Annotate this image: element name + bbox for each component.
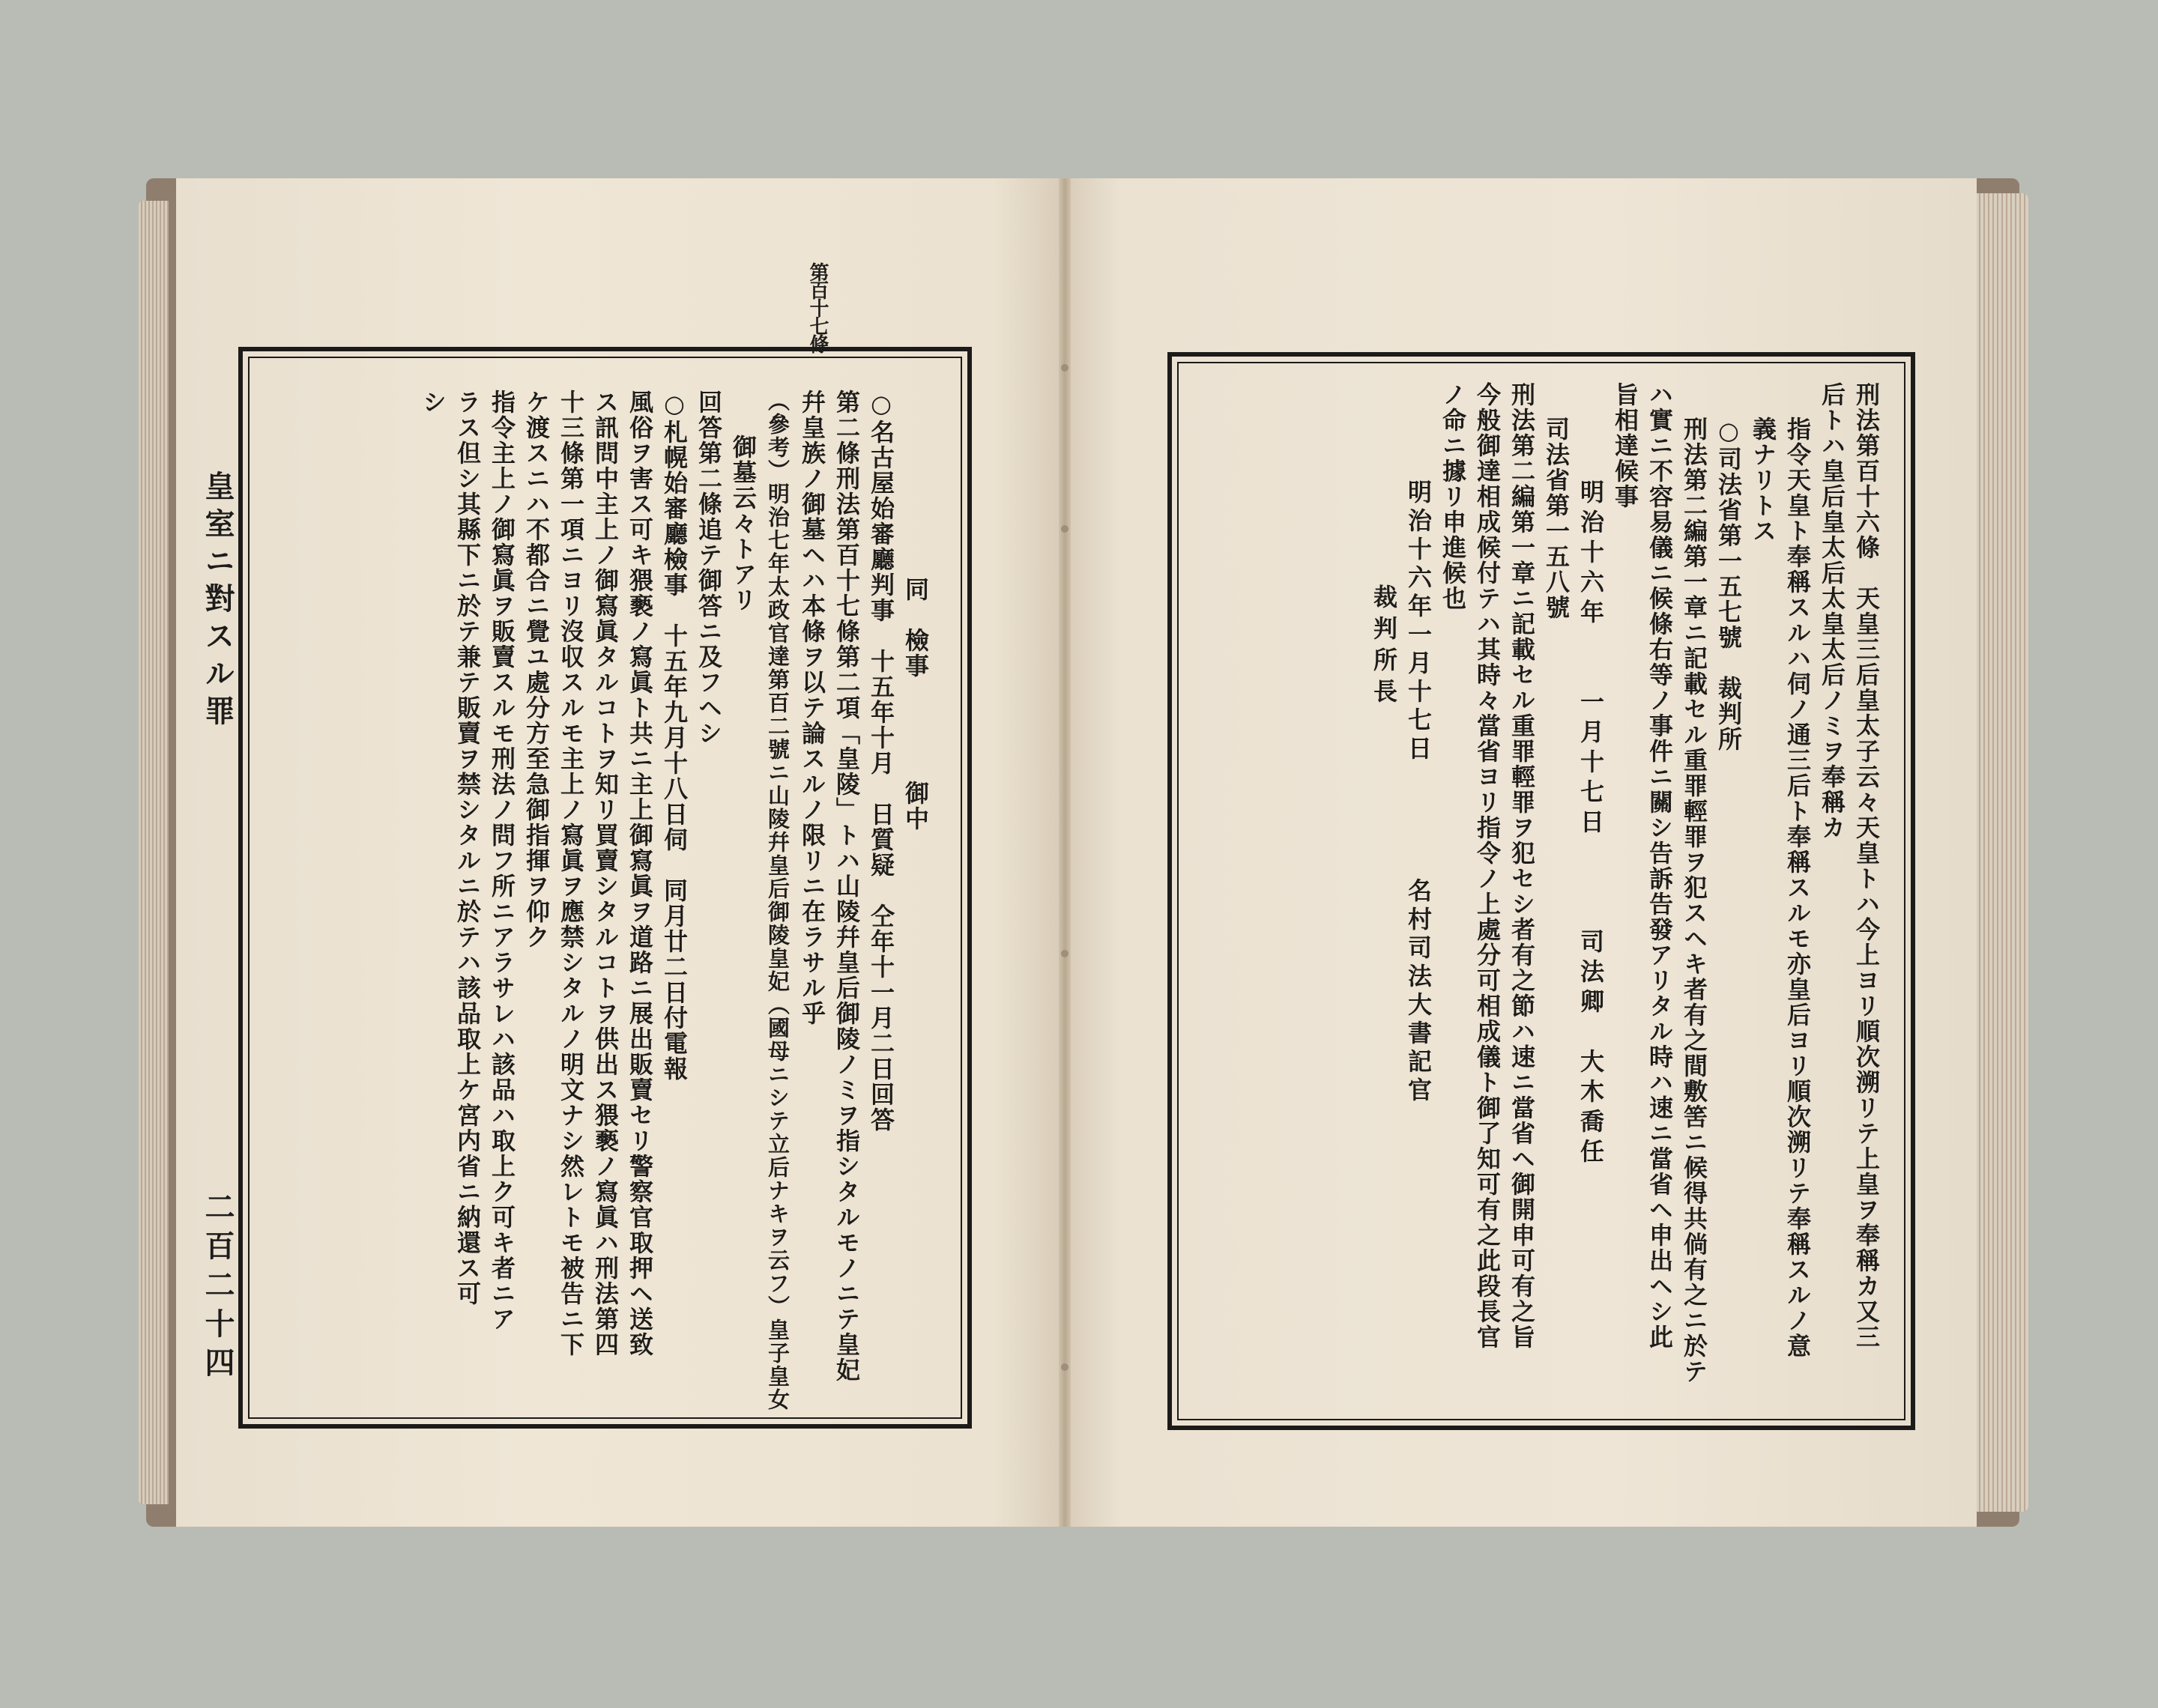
text-column: 刑法第二編第一章ニ記載セル重罪輕罪ヲ犯スヘキ者有之間敷筈ニ候得共倘有之ニ於テ <box>1680 417 1708 1384</box>
text-column: 義ナリトス <box>1749 417 1777 544</box>
page-number: 二百二十四 <box>200 1191 235 1386</box>
text-column: （參考）明治七年太政官達第百二號ニ山陵幷皇后御陵皇妃（國母ニシテ立后ナキヲ云フ）皇子皇女 <box>765 390 791 1411</box>
text-column: ノ命ニ據リ申進候也 <box>1439 382 1467 611</box>
text-column: 回答第二條追テ御答ニ及フヘシ <box>695 390 723 746</box>
text-column: シ <box>419 390 447 415</box>
text-column: 指令天皇ト奉稱スルハ伺ノ通三后ト奉稱スルモ亦皇后ヨリ順次溯リテ奉稱スルノ意 <box>1783 417 1812 1359</box>
page-edges-right <box>1976 193 2028 1512</box>
text-column: 旨相達候事 <box>1611 382 1639 509</box>
text-column: 御墓云々トアリ <box>729 434 758 613</box>
text-column: 后トハ皇后皇太后太皇太后ノミヲ奉稱カ <box>1818 382 1846 841</box>
text-column: 風俗ヲ害ス可キ猥褻ノ寫眞ト共ニ主上御寫眞ヲ道路ニ展出販賣セリ警察官取押ヘ送致 <box>626 390 654 1357</box>
margin-article-header: 第百十七條 <box>806 262 829 352</box>
binding-stitch <box>1061 1363 1069 1371</box>
binding-stitch <box>1061 950 1069 957</box>
text-column: 第二條刑法第百十七條第二項「皇陵」トハ山陵幷皇后御陵ノミヲ指シタルモノニテ皇妃 <box>832 390 861 1383</box>
text-column: 今般御達相成候付テハ其時々當省ヨリ指令ノ上處分可相成儀ト御了知可有之此段長官 <box>1473 382 1502 1350</box>
binding-stitch <box>1061 364 1069 372</box>
binding-stitch <box>1061 525 1069 533</box>
running-title: 皇室ニ對スル罪 <box>200 470 235 733</box>
left-body-text <box>247 352 955 1416</box>
text-column: 司法省第一五八號 <box>1542 417 1571 620</box>
text-column: 刑法第百十六條 天皇三后皇太子云々天皇トハ今上ヨリ順次溯リテ上皇ヲ奉稱カ又三 <box>1852 382 1881 1350</box>
text-column: 同 檢事 御中 <box>901 577 930 832</box>
text-column: 裁判所長 <box>1370 584 1398 710</box>
right-body-text <box>1178 360 1897 1416</box>
text-column: 明治十六年 一月十七日 司法卿 大木喬任 <box>1577 479 1605 1169</box>
text-column: ケ渡スニハ不都合ニ覺ユ處分方至急御指揮ヲ仰ク <box>522 390 551 950</box>
text-column: ス訊問中主上ノ御寫眞タルコトヲ知リ買賣シタルコトヲ供出ス猥褻ノ寫眞ハ刑法第四 <box>591 390 620 1357</box>
text-column: 指令主上ノ御寫眞ヲ販賣スルモ刑法ノ問フ所ニアラサレハ該品ハ取上ク可キ者ニア <box>488 390 516 1332</box>
text-column: ○名古屋始審廳判事 十五年十月 日質疑 仝年十一月二日回答 <box>867 390 895 1133</box>
text-column: 刑法第二編第一章ニ記載セル重罪輕罪ヲ犯セシ者有之節ハ速ニ當省ヘ御開申可有之旨 <box>1508 382 1536 1350</box>
text-column: 幷皇族ノ御墓ヘハ本條ヲ以テ論スルノ限リニ在ラサル乎 <box>798 390 826 1026</box>
text-column: ○司法省第一五七號 裁判所 <box>1714 417 1743 752</box>
text-column: ラス但シ其縣下ニ於テ兼テ販賣ヲ禁シタルニ於テハ該品取上ケ宮内省ニ納還ス可 <box>453 390 482 1306</box>
text-column: 明治十六年一月十七日 名村司法大書記官 <box>1404 479 1433 1106</box>
text-column: ハ實ニ不容易儀ニ候條右等ノ事件ニ關シ告訴告發アリタル時ハ速ニ當省ヘ申出ヘシ此 <box>1645 382 1674 1350</box>
text-column: ○札幌始審廳檢事 十五年九月十八日伺 同月廿二日付電報 <box>660 390 689 1082</box>
text-column: 十三條第一項ニヨリ沒収スルモ主上ノ寫眞ヲ應禁シタルノ明文ナシ然レトモ被告ニ下 <box>557 390 585 1357</box>
book-spine <box>1059 178 1071 1527</box>
page-edges-left <box>139 201 169 1504</box>
